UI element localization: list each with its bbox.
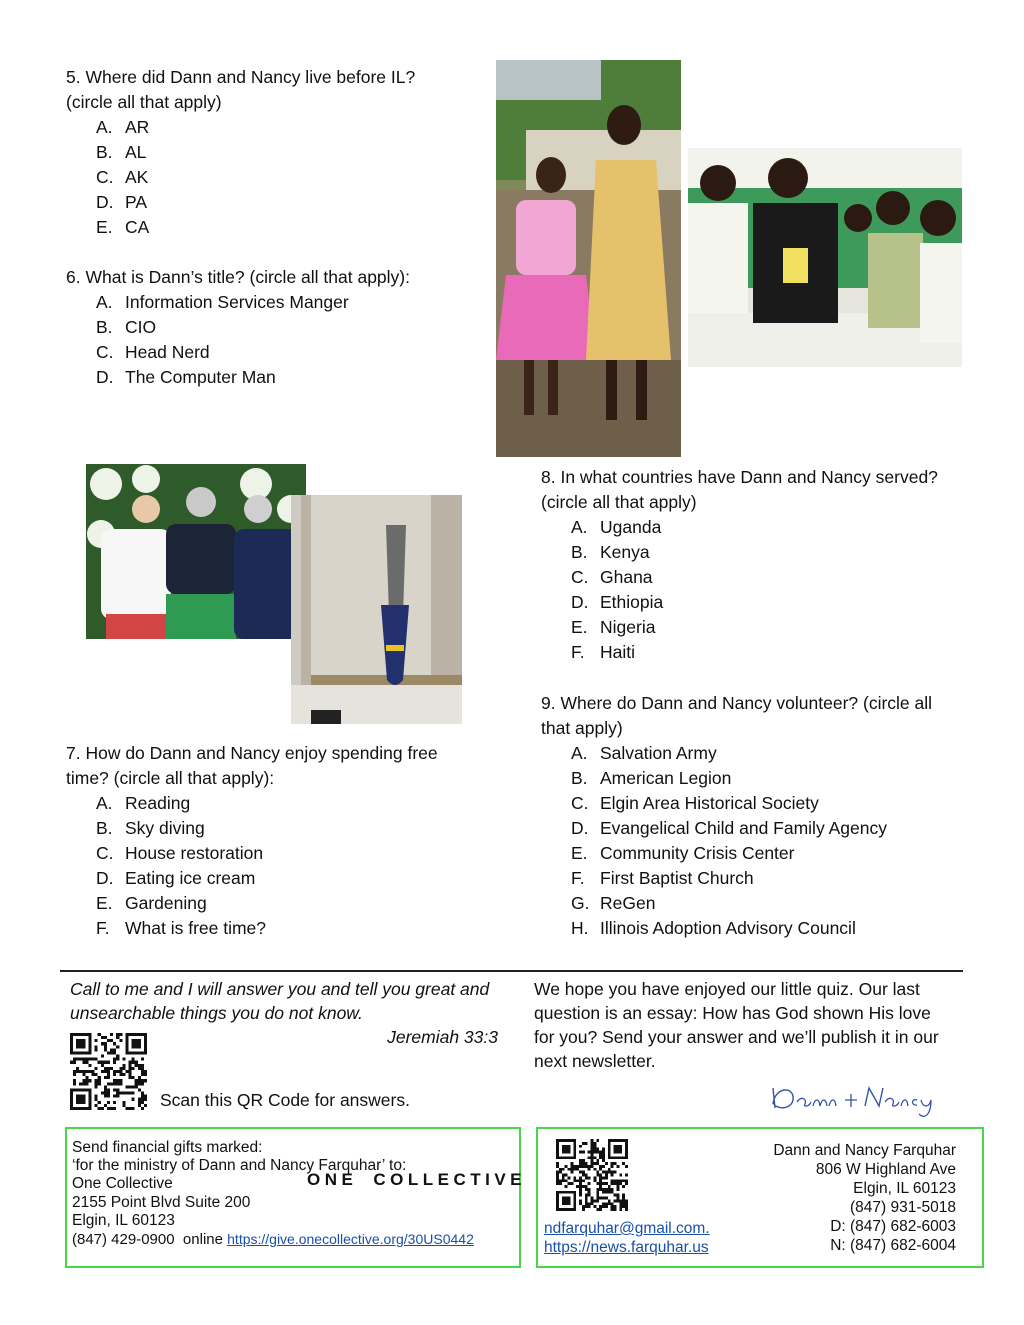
- gift-memo: ‘for the ministry of Dann and Nancy Farquhar’ to:: [72, 1157, 407, 1175]
- question-8-text: 8. In what countries have Dann and Nancy served? (circle all that apply): [541, 467, 938, 512]
- gift-phone-online: (847) 429-0900 online https://give.onecollective.org/30US0442: [72, 1231, 474, 1249]
- newsletter-qr-code[interactable]: [556, 1139, 628, 1211]
- question-5-text: 5. Where did Dann and Nancy live before IL? (circle all that apply): [66, 67, 416, 112]
- verse-text: Call to me and I will answer you and tell you great and unsearchable things you do not know.: [70, 979, 490, 1023]
- option-item: C. Head Nerd: [96, 342, 210, 362]
- option-item: B. Sky diving: [96, 818, 205, 838]
- gift-street: 2155 Point Blvd Suite 200: [72, 1193, 251, 1211]
- photo-two-girls: [496, 60, 681, 457]
- give-link[interactable]: https://give.onecollective.org/30US0442: [227, 1231, 474, 1248]
- option-item: E. Gardening: [96, 893, 207, 913]
- contact-phone-n: N: (847) 682-6004: [830, 1237, 956, 1254]
- question-9: [541, 691, 966, 941]
- option-item: A. Salvation Army: [571, 743, 717, 763]
- question-7: [66, 741, 476, 941]
- closing-message: We hope you have enjoyed our little quiz. Our last question is an essay: How has God shown His love for you? Send your answer and we’ll publish it in our next newsletter.: [534, 979, 939, 1071]
- option-item: A. Reading: [96, 793, 191, 813]
- photo-boys-group: [688, 148, 962, 367]
- option-item: F. First Baptist Church: [571, 868, 754, 888]
- question-6: [66, 265, 486, 390]
- option-item: G. ReGen: [571, 893, 656, 913]
- one-collective-logo: ONE COLLECTIVE: [307, 1170, 527, 1189]
- option-item: B. Kenya: [571, 542, 650, 562]
- contact-street: 806 W Highland Ave: [815, 1161, 956, 1178]
- option-item: C. House restoration: [96, 843, 264, 863]
- photo-ice-cream: [86, 464, 306, 639]
- signature: [765, 1076, 950, 1120]
- website-link[interactable]: https://news.farquhar.us: [544, 1238, 709, 1256]
- question-5: [66, 65, 446, 240]
- option-item: F. Haiti: [571, 642, 636, 662]
- option-item: H. Illinois Adoption Advisory Council: [571, 918, 856, 938]
- gift-instruction: Send financial gifts marked:: [72, 1139, 263, 1156]
- section-divider: [60, 970, 963, 972]
- question-7-text: 7. How do Dann and Nancy enjoy spending free time? (circle all that apply):: [66, 743, 438, 788]
- option-item: B. AL: [96, 142, 147, 162]
- option-item: D. The Computer Man: [96, 367, 276, 387]
- option-item: B. CIO: [96, 317, 157, 337]
- option-item: A. AR: [96, 117, 150, 137]
- question-9-options: [541, 741, 966, 941]
- option-item: D. PA: [96, 192, 148, 212]
- giving-info-box: [65, 1127, 527, 1268]
- question-9-text: 9. Where do Dann and Nancy volunteer? (circle all that apply): [541, 693, 933, 738]
- photo-tool: [291, 495, 462, 724]
- option-item: A. Uganda: [571, 517, 662, 537]
- option-item: E. Community Crisis Center: [571, 843, 795, 863]
- contact-city: Elgin, IL 60123: [853, 1180, 956, 1197]
- gift-city: Elgin, IL 60123: [72, 1211, 175, 1229]
- option-item: E. Nigeria: [571, 617, 656, 637]
- email-link[interactable]: ndfarquhar@gmail.com.: [544, 1220, 710, 1237]
- question-5-options: [66, 115, 446, 240]
- question-6-options: [66, 290, 486, 390]
- mailing-address: [773, 1141, 956, 1255]
- option-item: C. Ghana: [571, 567, 653, 587]
- option-item: C. AK: [96, 167, 149, 187]
- contact-phone-main: (847) 931-5018: [850, 1199, 956, 1216]
- contact-phone-d: D: (847) 682-6003: [830, 1218, 956, 1235]
- gift-org: One Collective: [72, 1175, 173, 1193]
- contact-links: [544, 1220, 710, 1257]
- answers-qr-code[interactable]: [70, 1033, 147, 1110]
- verse-reference: Jeremiah 33:3: [387, 1027, 498, 1047]
- question-8-options: [541, 515, 971, 665]
- option-item: A. Information Services Manger: [96, 292, 349, 312]
- question-7-options: [66, 791, 476, 941]
- scan-instruction: Scan this QR Code for answers.: [160, 1090, 410, 1110]
- question-8: [541, 465, 971, 665]
- option-item: B. American Legion: [571, 768, 732, 788]
- option-item: D. Ethiopia: [571, 592, 664, 612]
- option-item: E. CA: [96, 217, 150, 237]
- option-item: C. Elgin Area Historical Society: [571, 793, 819, 813]
- question-6-text: 6. What is Dann’s title? (circle all that apply):: [66, 267, 410, 287]
- contact-name: Dann and Nancy Farquhar: [773, 1142, 956, 1159]
- option-item: D. Eating ice cream: [96, 868, 256, 888]
- contact-info-box: [536, 1127, 984, 1268]
- option-item: F. What is free time?: [96, 918, 267, 938]
- option-item: D. Evangelical Child and Family Agency: [571, 818, 887, 838]
